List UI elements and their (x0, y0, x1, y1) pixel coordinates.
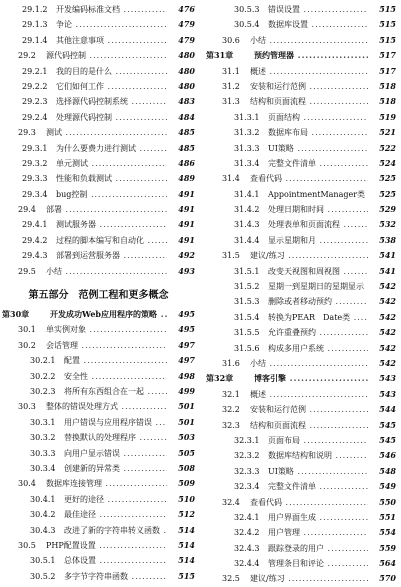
entry-title: 数据库结构和说明 ..... (268, 448, 368, 463)
entry-page-number: 532 (377, 217, 396, 232)
toc-chapter-entry (204, 371, 398, 386)
entry-title: UI策略 ..... (268, 141, 368, 156)
entry-page-number: 542 (377, 294, 396, 309)
toc-entry (204, 325, 398, 340)
entry-page-number: 522 (377, 141, 396, 156)
toc-entry (204, 356, 398, 371)
entry-number: 32.3 (222, 420, 240, 430)
entry-title: 用户界面生成 ..... (268, 510, 368, 525)
entry-page-number: 542 (377, 341, 396, 356)
entry-number: 32.4.2 (234, 528, 260, 538)
entry-number: 29.4.2 (22, 235, 48, 245)
toc-entry (204, 33, 398, 48)
entry-page-number: 515 (377, 33, 396, 48)
entry-page-number: 501 (176, 415, 195, 430)
entry-page-number: 514 (176, 538, 195, 553)
entry-page-number: 570 (377, 571, 396, 586)
entry-number: 32.3.3 (234, 466, 260, 476)
entry-title: 安装和运行范例 ..... (250, 402, 368, 417)
entry-page-number: 515 (176, 569, 195, 584)
entry-page-number: 515 (377, 17, 396, 32)
entry-page-number: 491 (176, 202, 195, 217)
toc-entry (204, 310, 398, 325)
entry-number: 31.1 (222, 66, 240, 76)
entry-page-number: 524 (377, 156, 396, 171)
entry-number: 31.5 (222, 251, 240, 261)
toc-entry (204, 448, 398, 463)
entry-title: 用户错误与应用程序错误 ..... (64, 415, 167, 430)
entry-title: 数据库布局 ..... (268, 125, 368, 140)
entry-title: 整体的错误处理方式 ..... (46, 399, 167, 414)
toc-entry (0, 446, 197, 461)
entry-page-number: 480 (176, 48, 195, 63)
toc-entry (204, 202, 398, 217)
entry-number: 32.3.1 (234, 435, 260, 445)
entry-page-number: 521 (377, 125, 396, 140)
entry-number: 30.2 (18, 340, 36, 350)
entry-number: 30.5.1 (30, 556, 56, 566)
toc-entry (0, 156, 197, 171)
entry-page-number: 542 (377, 279, 396, 294)
entry-title: 部署到运营服务器 ..... (56, 248, 167, 263)
entry-number: 31.4.4 (234, 235, 260, 245)
entry-page-number: 517 (377, 48, 396, 63)
entry-page-number: 518 (377, 94, 396, 109)
toc-entry (204, 110, 398, 125)
entry-page-number: 493 (176, 264, 195, 279)
toc-entry (0, 17, 197, 32)
toc-entry (204, 510, 398, 525)
entry-title: 允许重叠预约 ..... (268, 325, 368, 340)
toc-entry (0, 507, 197, 522)
toc-chapter-entry (0, 307, 197, 322)
entry-number: 31.5.6 (234, 343, 260, 353)
entry-number: 30.3.3 (30, 448, 56, 458)
toc-entry (0, 48, 197, 63)
entry-title: 过程的脚本编写和自动化 ..... (56, 233, 167, 248)
toc-entry (204, 264, 398, 279)
toc-entry (0, 125, 197, 140)
entry-title: 显示星期和月 ..... (268, 233, 368, 248)
entry-title: 向用户显示错误 ..... (64, 446, 167, 461)
entry-page-number: 550 (377, 495, 396, 510)
entry-number: 30.2.2 (30, 371, 56, 381)
entry-title: 安装和运行范例 ..... (250, 79, 368, 94)
entry-number: 31.3.3 (234, 143, 260, 153)
entry-title: PHP配置设置 ..... (46, 538, 167, 553)
entry-title: 改进了新的字符串转义函数 ..... (64, 523, 167, 538)
entry-number: 31.5.3 (234, 297, 260, 307)
entry-title: AppointmentManager类 ..... (268, 187, 368, 202)
entry-page-number: 491 (176, 233, 195, 248)
entry-number: 32.4.4 (234, 559, 260, 569)
entry-title: 转换为PEAR Date类 ..... (268, 310, 368, 325)
entry-number: 30.1 (18, 325, 36, 335)
entry-number: 29.2 (18, 51, 36, 61)
entry-title: 其他注意事项 ..... (56, 33, 167, 48)
entry-number: 30.5.2 (30, 571, 56, 581)
entry-title: 概述 ..... (250, 387, 368, 402)
toc-entry (0, 430, 197, 445)
entry-number: 31.4.3 (234, 220, 260, 230)
entry-page-number: 492 (176, 248, 195, 263)
entry-number: 30.5.3 (234, 5, 260, 14)
toc-entry (0, 353, 197, 368)
entry-number: 29.2.4 (22, 112, 48, 122)
entry-title: 建议/练习 ..... (250, 571, 368, 586)
toc-column-right (204, 2, 398, 587)
entry-title: 开发编码标准文档 ..... (56, 2, 167, 17)
toc-entry (0, 2, 197, 17)
toc-entry (0, 338, 197, 353)
toc-entry (204, 541, 398, 556)
entry-title: 多字节字符串函数 ..... (64, 569, 167, 584)
entry-page-number: 517 (377, 64, 396, 79)
entry-title: 用户管理 ..... (268, 525, 368, 540)
entry-page-number: 497 (176, 338, 195, 353)
entry-title: 概述 ..... (250, 64, 368, 79)
toc-entry (204, 233, 398, 248)
entry-page-number: 491 (176, 217, 195, 232)
entry-title: UI策略 ..... (268, 464, 368, 479)
entry-title: 处理表单和页面流程 ..... (268, 217, 368, 232)
toc-entry (0, 233, 197, 248)
entry-title: 创建新的异常类 ..... (64, 461, 167, 476)
entry-title: 博客引擎 ..... (254, 371, 368, 386)
toc-entry (204, 187, 398, 202)
entry-page-number: 543 (377, 387, 396, 402)
entry-page-number: 491 (176, 187, 195, 202)
entry-number: 29.1.4 (22, 35, 48, 45)
toc-entry (204, 341, 398, 356)
entry-page-number: 554 (377, 525, 396, 540)
toc-entry (204, 156, 398, 171)
toc-entry (0, 523, 197, 538)
entry-number: 32.4 (222, 497, 240, 507)
toc-entry (0, 141, 197, 156)
entry-number: 31.3.2 (234, 128, 260, 138)
part-heading: 第五部分 范例工程和更多概念 (28, 290, 169, 302)
toc-entry (0, 110, 197, 125)
entry-title: 查看代码 ..... (250, 171, 368, 186)
toc-entry (204, 418, 398, 433)
toc-entry (204, 248, 398, 263)
entry-number: 第32章 (206, 373, 234, 384)
entry-page-number: 501 (176, 399, 195, 414)
toc-entry (0, 187, 197, 202)
entry-page-number: 495 (176, 307, 195, 322)
toc-entry (204, 464, 398, 479)
entry-number: 29.3.3 (22, 174, 48, 184)
entry-page-number: 542 (377, 325, 396, 340)
entry-title: 建议/练习 ..... (250, 248, 368, 263)
entry-title: 查看代码 ..... (250, 495, 368, 510)
entry-number: 31.6 (222, 358, 240, 368)
entry-number: 31.5.5 (234, 328, 260, 338)
entry-page-number: 479 (176, 33, 195, 48)
entry-page-number: 499 (176, 384, 195, 399)
entry-title: 跟踪登录的用户 ..... (268, 541, 368, 556)
entry-title: 选择源代码控制系统 ..... (56, 94, 167, 109)
entry-page-number: 545 (377, 433, 396, 448)
toc-entry (204, 79, 398, 94)
entry-number: 30.6 (222, 35, 240, 45)
toc-entry (204, 125, 398, 140)
entry-page-number: 543 (377, 371, 396, 386)
entry-title: bug控制 ..... (56, 187, 167, 202)
entry-number: 29.1.2 (22, 5, 48, 14)
entry-number: 32.1 (222, 389, 240, 399)
toc-chapter-entry (204, 48, 398, 63)
entry-title: 错误设置 ..... (268, 2, 368, 17)
entry-title: 争论 ..... (56, 17, 167, 32)
entry-title: 我的目的是什么 ..... (56, 64, 167, 79)
entry-page-number: 541 (377, 248, 396, 263)
entry-title: 单实例对象 ..... (46, 322, 167, 337)
toc-entry (204, 2, 398, 17)
toc-entry (204, 17, 398, 32)
toc-entry (0, 492, 197, 507)
entry-title: 数据库设置 ..... (268, 17, 368, 32)
toc-entry (204, 94, 398, 109)
entry-page-number: 518 (377, 79, 396, 94)
entry-page-number: 564 (377, 556, 396, 571)
entry-page-number: 479 (176, 17, 195, 32)
entry-title: 构成多用户系统 ..... (268, 341, 368, 356)
entry-title: 性能和负载测试 ..... (56, 171, 167, 186)
entry-number: 30.5 (18, 540, 36, 550)
toc-entry (0, 476, 197, 491)
entry-number: 31.5.1 (234, 266, 260, 276)
toc-entry (0, 248, 197, 263)
entry-title: 结构和页面流程 ..... (250, 418, 368, 433)
toc-entry (204, 171, 398, 186)
entry-number: 30.2.1 (30, 356, 56, 366)
entry-number: 30.3.2 (30, 433, 56, 443)
entry-number: 29.4.1 (22, 220, 48, 230)
entry-number: 31.5.4 (234, 312, 260, 322)
toc-entry (204, 479, 398, 494)
entry-page-number: 545 (377, 418, 396, 433)
entry-number: 31.3 (222, 97, 240, 107)
toc-entry (204, 294, 398, 309)
entry-page-number: 508 (176, 461, 195, 476)
entry-title: 将所有东西组合在一起 ..... (64, 384, 167, 399)
entry-page-number: 519 (377, 110, 396, 125)
entry-title: 替换默认的处理程序 ..... (64, 430, 167, 445)
entry-page-number: 559 (377, 541, 396, 556)
toc-entry (0, 369, 197, 384)
entry-page-number: 542 (377, 310, 396, 325)
entry-page-number: 514 (176, 553, 195, 568)
entry-number: 31.4.1 (234, 189, 260, 199)
entry-page-number: 542 (377, 356, 396, 371)
entry-page-number: 541 (377, 264, 396, 279)
toc-entry (204, 433, 398, 448)
entry-number: 30.3.1 (30, 417, 56, 427)
entry-number: 32.4.3 (234, 543, 260, 553)
entry-title: 测试 ..... (46, 125, 167, 140)
toc-entry (0, 399, 197, 414)
toc-entry (0, 538, 197, 553)
toc-entry (0, 202, 197, 217)
entry-number: 29.5 (18, 266, 36, 276)
entry-title: 安全性 ..... (64, 369, 167, 384)
entry-title: 配置 ..... (64, 353, 167, 368)
entry-number: 29.2.2 (22, 81, 48, 91)
toc-entry (204, 141, 398, 156)
entry-page-number: 489 (176, 171, 195, 186)
entry-number: 29.4 (18, 205, 36, 215)
entry-number: 30.3 (18, 402, 36, 412)
entry-number: 31.5.2 (234, 282, 260, 292)
entry-page-number: 497 (176, 353, 195, 368)
entry-page-number: 551 (377, 510, 396, 525)
entry-page-number: 480 (176, 79, 195, 94)
entry-page-number: 485 (176, 141, 195, 156)
entry-title: 数据库连接管理 ..... (46, 476, 167, 491)
entry-title: 结构和页面流程 ..... (250, 94, 368, 109)
entry-page-number: 484 (176, 110, 195, 125)
entry-number: 31.3.1 (234, 112, 260, 122)
entry-number: 第31章 (206, 50, 234, 61)
toc-entry (0, 33, 197, 48)
entry-page-number: 515 (377, 2, 396, 17)
toc-entry (0, 569, 197, 584)
entry-page-number: 486 (176, 156, 195, 171)
entry-title: 部署 ..... (46, 202, 167, 217)
entry-page-number: 505 (176, 446, 195, 461)
toc-column-left (0, 2, 197, 584)
toc-entry (204, 279, 398, 294)
toc-entry (0, 415, 197, 430)
entry-title: 小结 ..... (250, 356, 368, 371)
entry-title: 测试服务器 ..... (56, 217, 167, 232)
toc-entry (204, 64, 398, 79)
entry-number: 30.4.3 (30, 525, 56, 535)
entry-number: 29.3 (18, 128, 36, 138)
entry-title: 星期一到星期日的星期显示 ..... (268, 279, 368, 294)
entry-page-number: 509 (176, 476, 195, 491)
entry-number: 30.5.4 (234, 20, 260, 30)
toc-entry (204, 387, 398, 402)
toc-entry (204, 571, 398, 586)
entry-page-number: 525 (377, 171, 396, 186)
entry-title: 总体设置 ..... (64, 553, 167, 568)
entry-number: 29.1.3 (22, 20, 48, 30)
toc-entry (0, 264, 197, 279)
entry-number: 30.4 (18, 479, 36, 489)
entry-title: 完整文件清单 ..... (268, 156, 368, 171)
entry-number: 31.3.4 (234, 158, 260, 168)
entry-title: 完整文件清单 ..... (268, 479, 368, 494)
entry-title: 处理日期和时间 ..... (268, 202, 368, 217)
entry-page-number: 514 (176, 523, 195, 538)
entry-page-number: 498 (176, 369, 195, 384)
entry-title: 预约管理器 ..... (254, 48, 368, 63)
toc-entry (0, 461, 197, 476)
entry-page-number: 512 (176, 507, 195, 522)
entry-title: 小结 ..... (46, 264, 167, 279)
entry-page-number: 544 (377, 402, 396, 417)
toc-entry (0, 384, 197, 399)
entry-number: 32.3.4 (234, 482, 260, 492)
entry-number: 29.3.4 (22, 189, 48, 199)
entry-page-number: 485 (176, 125, 195, 140)
toc-entry (204, 556, 398, 571)
toc-entry (0, 79, 197, 94)
entry-title: 处理源代码控制 ..... (56, 110, 167, 125)
toc-entry (204, 495, 398, 510)
entry-number: 29.4.3 (22, 251, 48, 261)
entry-title: 为什么要费力进行测试 ..... (56, 141, 167, 156)
entry-page-number: 495 (176, 322, 195, 337)
toc-entry (204, 217, 398, 232)
entry-number: 30.4.2 (30, 510, 56, 520)
entry-page-number: 546 (377, 448, 396, 463)
entry-title: 最佳途径 ..... (64, 507, 167, 522)
entry-number: 32.4.1 (234, 512, 260, 522)
entry-page-number: 480 (176, 64, 195, 79)
entry-page-number: 503 (176, 430, 195, 445)
entry-number: 32.5 (222, 574, 240, 584)
entry-number: 30.2.3 (30, 386, 56, 396)
entry-number: 29.2.3 (22, 97, 48, 107)
toc-entry (0, 553, 197, 568)
toc-entry (0, 322, 197, 337)
entry-page-number: 548 (377, 464, 396, 479)
entry-title: 页面布局 ..... (268, 433, 368, 448)
entry-title: 页面结构 ..... (268, 110, 368, 125)
entry-number: 29.3.1 (22, 143, 48, 153)
entry-title: 会话管理 ..... (46, 338, 167, 353)
entry-page-number: 476 (176, 2, 195, 17)
toc-entry (204, 402, 398, 417)
entry-page-number: 483 (176, 94, 195, 109)
entry-title: 它们如何工作 ..... (56, 79, 167, 94)
entry-number: 30.4.1 (30, 494, 56, 504)
toc-entry (0, 171, 197, 186)
toc-entry (0, 64, 197, 79)
entry-page-number: 525 (377, 187, 396, 202)
toc-entry (0, 94, 197, 109)
entry-title: 改变天视图和周视图 ..... (268, 264, 368, 279)
entry-number: 29.3.2 (22, 158, 48, 168)
entry-number: 31.2 (222, 81, 240, 91)
entry-page-number: 549 (377, 479, 396, 494)
entry-page-number: 510 (176, 492, 195, 507)
toc-entry (204, 525, 398, 540)
entry-number: 32.3.2 (234, 451, 260, 461)
entry-title: 管理条目和评论 ..... (268, 556, 368, 571)
entry-page-number: 529 (377, 202, 396, 217)
entry-title: 更好的途径 ..... (64, 492, 167, 507)
entry-title: 小结 ..... (250, 33, 368, 48)
entry-title: 开发成功Web应用程序的策略 ..... (50, 307, 167, 322)
toc-entry (0, 217, 197, 232)
entry-title: 源代码控制 ..... (46, 48, 167, 63)
entry-title: 删除或者移动预约 ..... (268, 294, 368, 309)
entry-page-number: 538 (377, 233, 396, 248)
entry-number: 第30章 (2, 309, 30, 320)
entry-title: 单元测试 ..... (56, 156, 167, 171)
entry-number: 30.3.4 (30, 463, 56, 473)
entry-number: 31.4 (222, 174, 240, 184)
entry-number: 31.4.2 (234, 205, 260, 215)
entry-number: 29.2.1 (22, 66, 48, 76)
entry-number: 32.2 (222, 405, 240, 415)
